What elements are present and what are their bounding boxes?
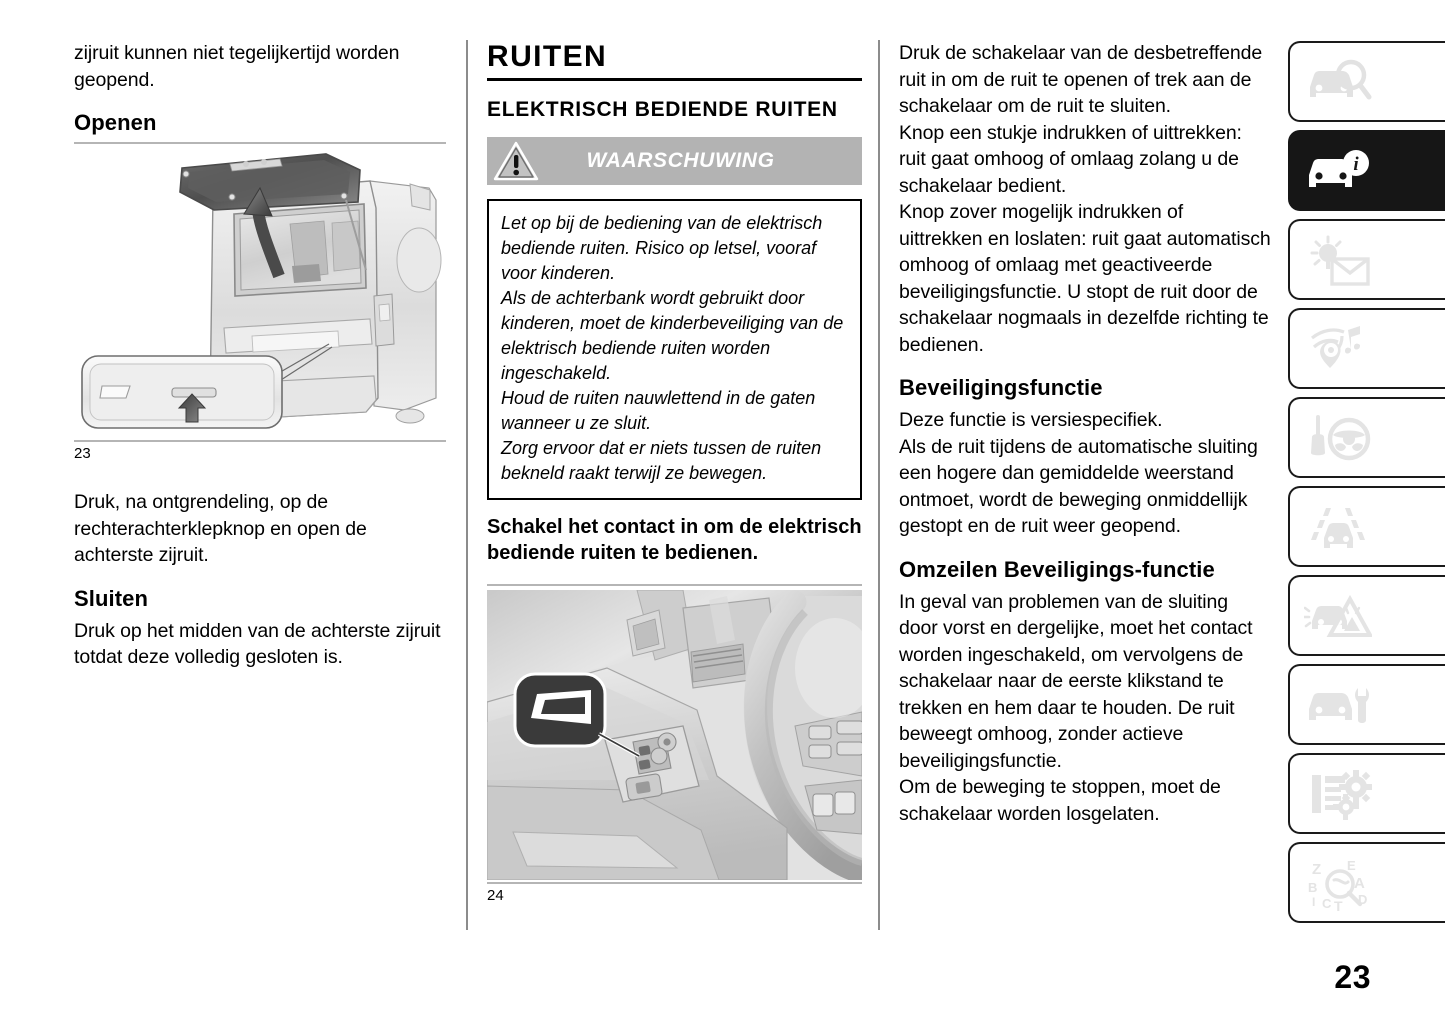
section-title: ELEKTRISCH BEDIENDE RUITEN	[487, 98, 838, 121]
right-paragraph: Deze functie is versiespecifiek.	[899, 409, 1163, 431]
right-column	[899, 40, 1271, 827]
warning-box	[487, 199, 862, 500]
right-paragraph: Om de beweging te stoppen, moet de schakelaar worden losgelaten.	[899, 776, 1221, 825]
lane-assist-car-icon	[1304, 498, 1372, 556]
heading-beveiligingsfunctie: Beveiligingsfunctie	[899, 375, 1103, 400]
figure-window-switch	[487, 584, 862, 905]
column-divider-left	[466, 40, 468, 930]
warning-label: WAARSCHUWING	[586, 149, 775, 172]
emergency-breakdown-icon	[1304, 587, 1372, 645]
car-maintenance-wrench-icon	[1304, 676, 1372, 734]
heading-sluiten: Sluiten	[74, 585, 149, 611]
svg-text:T: T	[1334, 897, 1343, 912]
tab-car-inspection[interactable]	[1288, 41, 1445, 122]
warning-triangle-icon	[493, 140, 539, 182]
chapter-title: RUITEN	[487, 40, 608, 73]
figure-rule-top	[74, 142, 446, 144]
right-paragraph: Als de ruit tijdens de automatische sluiting een hogere dan gemiddelde weerstand ontmoet, wordt de beweging onmiddellijk gestopt en de ruit weer geopend.	[899, 435, 1258, 537]
window-switch-illustration	[487, 590, 862, 880]
tab-car-info[interactable]	[1288, 130, 1445, 211]
svg-text:B: B	[1308, 879, 1318, 895]
svg-text:E: E	[1347, 857, 1356, 873]
tab-maintenance[interactable]	[1288, 664, 1445, 745]
svg-text:C: C	[1322, 895, 1332, 911]
car-info-icon	[1304, 142, 1372, 200]
warning-lights-mail-icon	[1304, 231, 1372, 289]
svg-text:A: A	[1354, 874, 1365, 892]
figure-rule-bottom	[487, 882, 862, 884]
figure-rule-top	[487, 584, 862, 586]
figure-caption: 23	[74, 445, 91, 462]
tab-driver-assist[interactable]	[1288, 486, 1445, 567]
tab-warning-lights[interactable]	[1288, 219, 1445, 300]
column-divider-right	[878, 40, 880, 930]
svg-text:I: I	[1312, 894, 1316, 909]
tailgate-illustration	[74, 148, 446, 438]
page-number: 23	[1334, 959, 1371, 995]
tab-alphabetical-index[interactable]	[1288, 842, 1445, 923]
steering-gearshift-icon	[1304, 409, 1372, 467]
figure-tailgate	[74, 142, 446, 463]
warning-banner	[487, 137, 862, 185]
right-paragraph: Knop een stukje indrukken of uittrekken: ruit gaat omhoog of omlaag zolang u de schakelaar bedient.	[899, 121, 1242, 197]
infotainment-navigation-icon	[1304, 320, 1372, 378]
warning-paragraph: Let op bij de bediening van de elektrisch bediende ruiten. Risico op letsel, vooraf voor kinderen.	[501, 213, 823, 283]
svg-text:Z: Z	[1312, 860, 1322, 878]
chapter-title-rule	[487, 78, 862, 81]
alphabetical-index-icon	[1304, 854, 1372, 912]
middle-column	[487, 40, 862, 905]
tab-infotainment[interactable]	[1288, 308, 1445, 389]
specifications-gears-icon	[1304, 765, 1372, 823]
tab-driving[interactable]	[1288, 397, 1445, 478]
warning-paragraph: Zorg ervoor dat er niets tussen de ruiten bekneld raakt terwijl ze bewegen.	[501, 438, 822, 483]
figure-caption: 24	[487, 887, 504, 904]
right-paragraph: Druk de schakelaar van de desbetreffende ruit in om de ruit te openen of trek aan de schakelaar om de ruit te sluiten.	[899, 42, 1263, 117]
svg-text:i: i	[1353, 153, 1359, 175]
right-paragraph: In geval van problemen van de sluiting door vorst en dergelijke, moet het contact worden ingeschakeld, om vervolgens de schakelaar naar de eerste klikstand te trekken en hem daar te houden. De ruit beweegt omhoog, zonder actieve beveiligingsfunctie.	[899, 590, 1253, 772]
heading-openen: Openen	[74, 110, 157, 135]
right-paragraph: Knop zover mogelijk indrukken of uittrekken en loslaten: ruit gaat automatisch omhoog of omlaag met geactiveerde beveiligingsfunctie. U stopt de ruit door de schakelaar nogmaals in dezelfde richting te bedienen.	[899, 201, 1271, 356]
warning-paragraph: Als de achterbank wordt gebruikt door kinderen, moet de kinderbeveiliging van de elektrisch bediende ruiten worden ingeschakeld.	[501, 288, 844, 383]
warning-paragraph: Houd de ruiten nauwlettend in de gaten wanneer u ze sluit.	[501, 388, 816, 433]
heading-omzeilen-beveiligingsfunctie: Omzeilen Beveiligings-functie	[899, 556, 1215, 582]
figure-rule-bottom	[74, 440, 446, 442]
tab-emergency[interactable]	[1288, 575, 1445, 656]
tab-specifications[interactable]	[1288, 753, 1445, 834]
car-inspection-icon	[1304, 53, 1372, 111]
paragraph-sluiten: Druk op het midden van de achterste zijruit totdat deze volledig gesloten is.	[74, 619, 441, 668]
left-column	[74, 40, 446, 671]
svg-text:D: D	[1358, 891, 1368, 907]
leadin-text: Schakel het contact in om de elektrisch bediende ruiten te bedienen.	[487, 516, 862, 564]
paragraph-openen: Druk, na ontgrendeling, op de rechterachterklepknop en open de achterste zijruit.	[74, 491, 367, 566]
chapter-tab-strip	[1288, 41, 1445, 931]
intro-paragraph: zijruit kunnen niet tegelijkertijd worden geopend.	[74, 42, 400, 91]
